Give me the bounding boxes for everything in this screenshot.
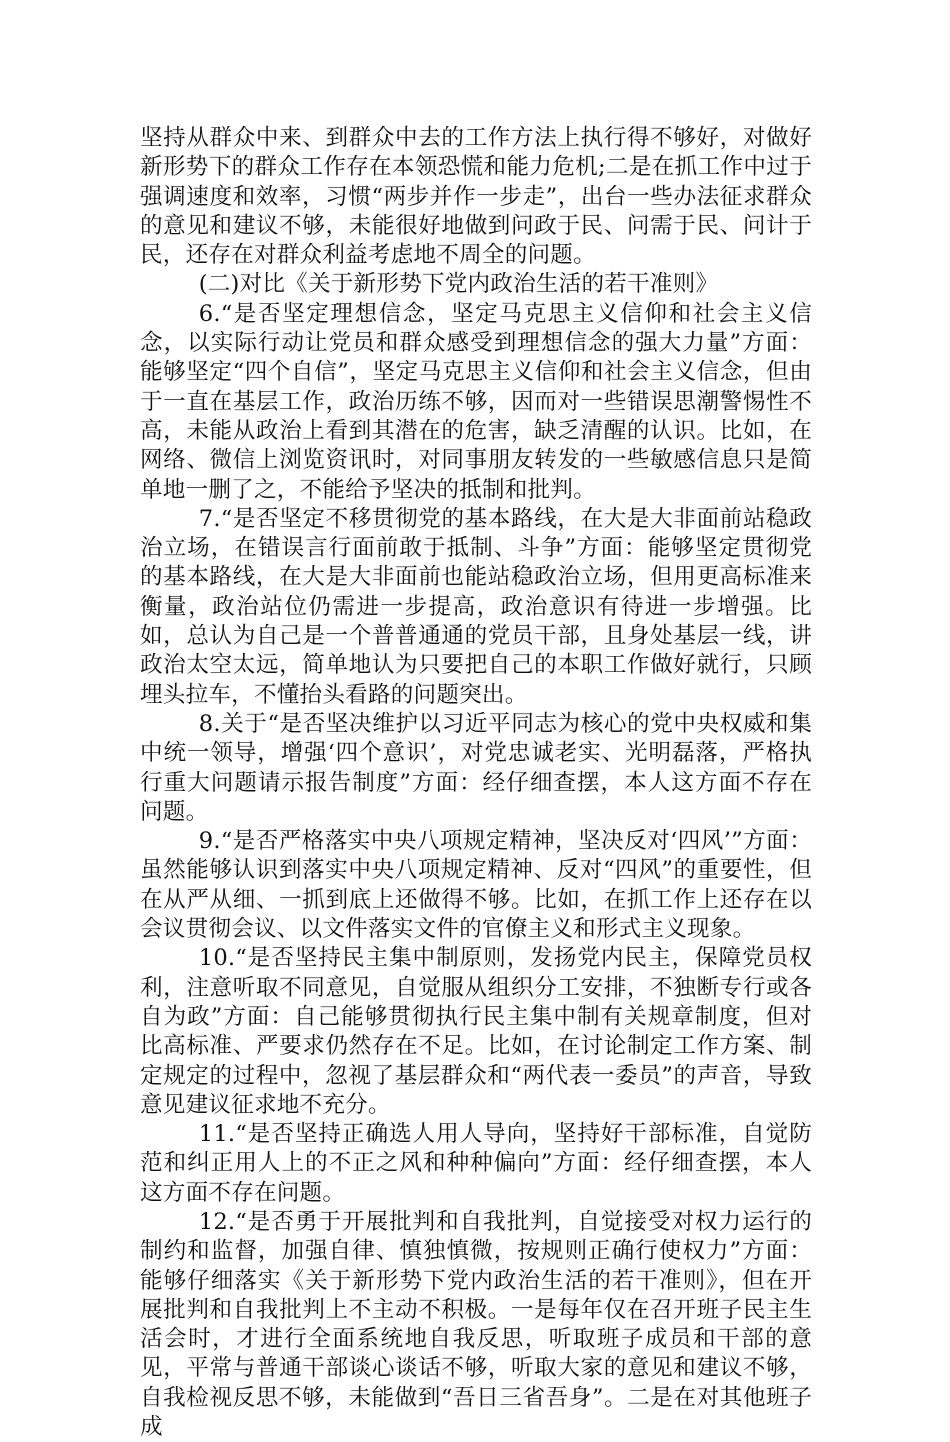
paragraph-item-8: 8.关于“是否坚决维护以习近平同志为核心的党中央权威和集中统一领导，增强‘四个意识’，对党忠诚老实、光明磊落，严格执行重大问题请示报告制度”方面：经仔细查摆，本人这方面不存在问题。 xyxy=(140,710,812,825)
paragraph-item-10: 10.“是否坚持民主集中制原则，发扬党内民主，保障党员权利，注意听取不同意见，自觉服从组织分工安排，不独断专行或各自为政”方面：自己能够贯彻执行民主集中制有关规章制度，但对比高标准、严要求仍然存在不足。比如，在讨论制定工作方案、制定规定的过程中，忽视了基层群众和“两代表一委员”的声音，导致意见建议征求地不充分。 xyxy=(140,945,812,1118)
document-body xyxy=(140,124,812,1442)
paragraph-item-7: 7.“是否坚定不移贯彻党的基本路线，在大是大非面前站稳政治立场，在错误言行面前敢于抵制、斗争”方面：能够坚定贯彻党的基本路线，在大是大非面前也能站稳政治立场，但用更高标准来衡量，政治站位仍需进一步提高，政治意识有待进一步增强。比如，总认为自己是一个普普通通的党员干部，且身处基层一线，讲政治太空太远，简单地认为只要把自己的本职工作做好就行，只顾埋头拉车，不懂抬头看路的问题突出。 xyxy=(140,505,812,708)
paragraph-item-9: 9.“是否严格落实中央八项规定精神，坚决反对‘四风’”方面：虽然能够认识到落实中央八项规定精神、反对“四风”的重要性，但在从严从细、一抓到底上还做得不够。比如，在抓工作上还存在以会议贯彻会议、以文件落实文件的官僚主义和形式主义现象。 xyxy=(140,828,812,943)
paragraph-item-11: 11.“是否坚持正确选人用人导向，坚持好干部标准，自觉防范和纠正用人上的不正之风和种种偏向”方面：经仔细查摆，本人这方面不存在问题。 xyxy=(140,1121,812,1206)
paragraph-item-6: 6.“是否坚定理想信念，坚定马克思主义信仰和社会主义信念，以实际行动让党员和群众感受到理想信念的强大力量”方面：能够坚定“四个自信”，坚定马克思主义信仰和社会主义信念，但由于一直在基层工作，政治历练不够，因而对一些错误思潮警惕性不高，未能从政治上看到其潜在的危害，缺乏清醒的认识。比如，在网络、微信上浏览资讯时，对同事朋友转发的一些敏感信息只是简单地一删了之，不能给予坚决的抵制和批判。 xyxy=(140,300,812,503)
paragraph-item-12: 12.“是否勇于开展批判和自我批判，自觉接受对权力运行的制约和监督，加强自律、慎独慎微，按规则正确行使权力”方面：能够仔细落实《关于新形势下党内政治生活的若干准则》，但在开展批判和自我批判上不主动不积极。一是每年仅在召开班子民主生活会时，才进行全面系统地自我反思，听取班子成员和干部的意见，平常与普通干部谈心谈话不够，听取大家的意见和建议不够，自我检视反思不够，未能做到“吾日三省吾身”。二是在对其他班子成 xyxy=(140,1208,812,1441)
paragraph-continuation: 坚持从群众中来、到群众中去的工作方法上执行得不够好，对做好新形势下的群众工作存在本领恐慌和能力危机;二是在抓工作中过于强调速度和效率，习惯“两步并作一步走”，出台一些办法征求群众的意见和建议不够，未能很好地做到问政于民、问需于民、问计于民，还存在对群众利益考虑地不周全的问题。 xyxy=(140,125,812,269)
section-heading: (二)对比《关于新形势下党内政治生活的若干准则》 xyxy=(198,271,719,298)
